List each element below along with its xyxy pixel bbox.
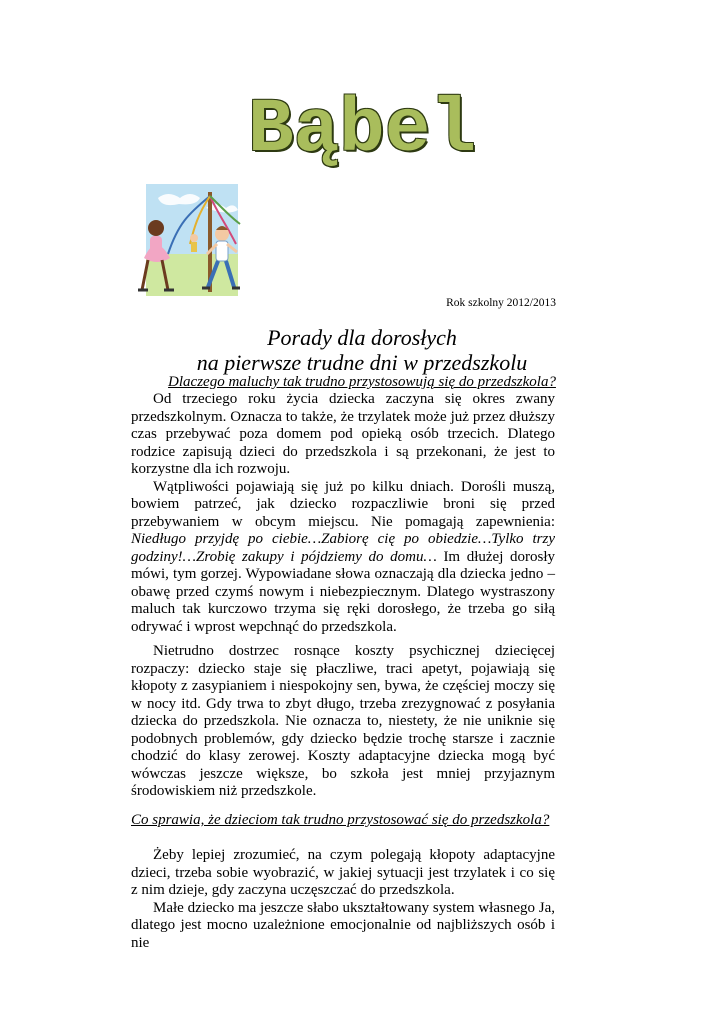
article-body-part2 <box>131 643 555 801</box>
parent-promises-quote: Niedługo przyjdę po ciebie…Zabiorę cię po obiedzie…Tylko trzy godziny!…Zrobię zakupy i pójdziemy do domu… <box>131 531 555 565</box>
subheading-what-causes: Co sprawia, że dzieciom tak trudno przystosować się do przedszkola? <box>131 812 550 828</box>
paragraph-2-start: Wątpliwości pojawiają się już po kilku dniach. Dorośli muszą, bowiem patrzeć, jak dziecko rozpaczliwie broni się przed przebywaniem w obcym miejscu. Nie pomagają zapewnienia: <box>131 478 555 530</box>
article-title-line2: na pierwsze trudne dni w przedszkolu <box>196 350 528 375</box>
newsletter-masthead: Bąbel <box>247 87 477 173</box>
article-title-line1: Porady dla dorosłych <box>267 325 457 350</box>
paragraph-1: Od trzeciego roku życia dziecka zaczyna się okres zwany przedszkolnym. Oznacza to także, że trzylatek może już przez dłuższy czas przebywać poza domem pod opieką osób trzecich. Dlatego rodzice zapisują dzieci do przedszkola i są przekonani, że jest to korzystne dla ich rozwoju. <box>131 391 555 477</box>
paragraph-5: Małe dziecko ma jeszcze słabo ukształtowany system własnego Ja, dlatego jest mocno uzależnione emocjonalnie od najbliższych osób i nie <box>131 899 555 951</box>
paragraph-4: Żeby lepiej zrozumieć, na czym polegają kłopoty adaptacyjne dzieci, trzeba sobie wyobrazić, w jakiej sytuacji jest trzylatek i co się z nim dzieje, gdy zaczyna uczęszczać do przedszkola. <box>131 847 555 898</box>
subheading-why-hard: Dlaczego maluchy tak trudno przystosowują się do przedszkola? <box>168 374 556 390</box>
maypole-children-clipart <box>128 184 244 302</box>
paragraph-2-end: Im dłużej dorosły mówi, tym gorzej. Wypowiadane słowa oznaczają dla dziecka jedno – obawę przed czymś nowym i niebezpiecznym. Dlatego wystraszony maluch tak kurczowo trzyma się ręki dorosłego, że trzeba go siłą odrywać i wprost wepchnąć do przedszkola. <box>131 548 555 635</box>
paragraph-2 <box>131 479 555 637</box>
article-body-part1 <box>131 391 555 636</box>
paragraph-3: Nietrudno dostrzec rosnące koszty psychicznej dziecięcej rozpaczy: dziecko staje się płaczliwe, traci apetyt, pojawiają się kłopoty z zasypianiem i niespokojny sen, bywa, że częściej moczy się w nocy itd. Gdy trwa to zbyt długo, trzeba zrezygnować z posyłania dziecka do przedszkola. Nie oznacza to, niestety, że nie uniknie się podobnych problemów, gdy dziecko będzie trochę starsze i zacznie chodzić do klasy zerowej. Koszty adaptacyjne dziecka mogą być wówczas jeszcze większe, bo szkoła jest mniej przyjaznym środowiskiem niż przedszkole. <box>131 643 555 799</box>
article-body-part3 <box>131 847 555 952</box>
school-year: Rok szkolny 2012/2013 <box>446 297 556 309</box>
